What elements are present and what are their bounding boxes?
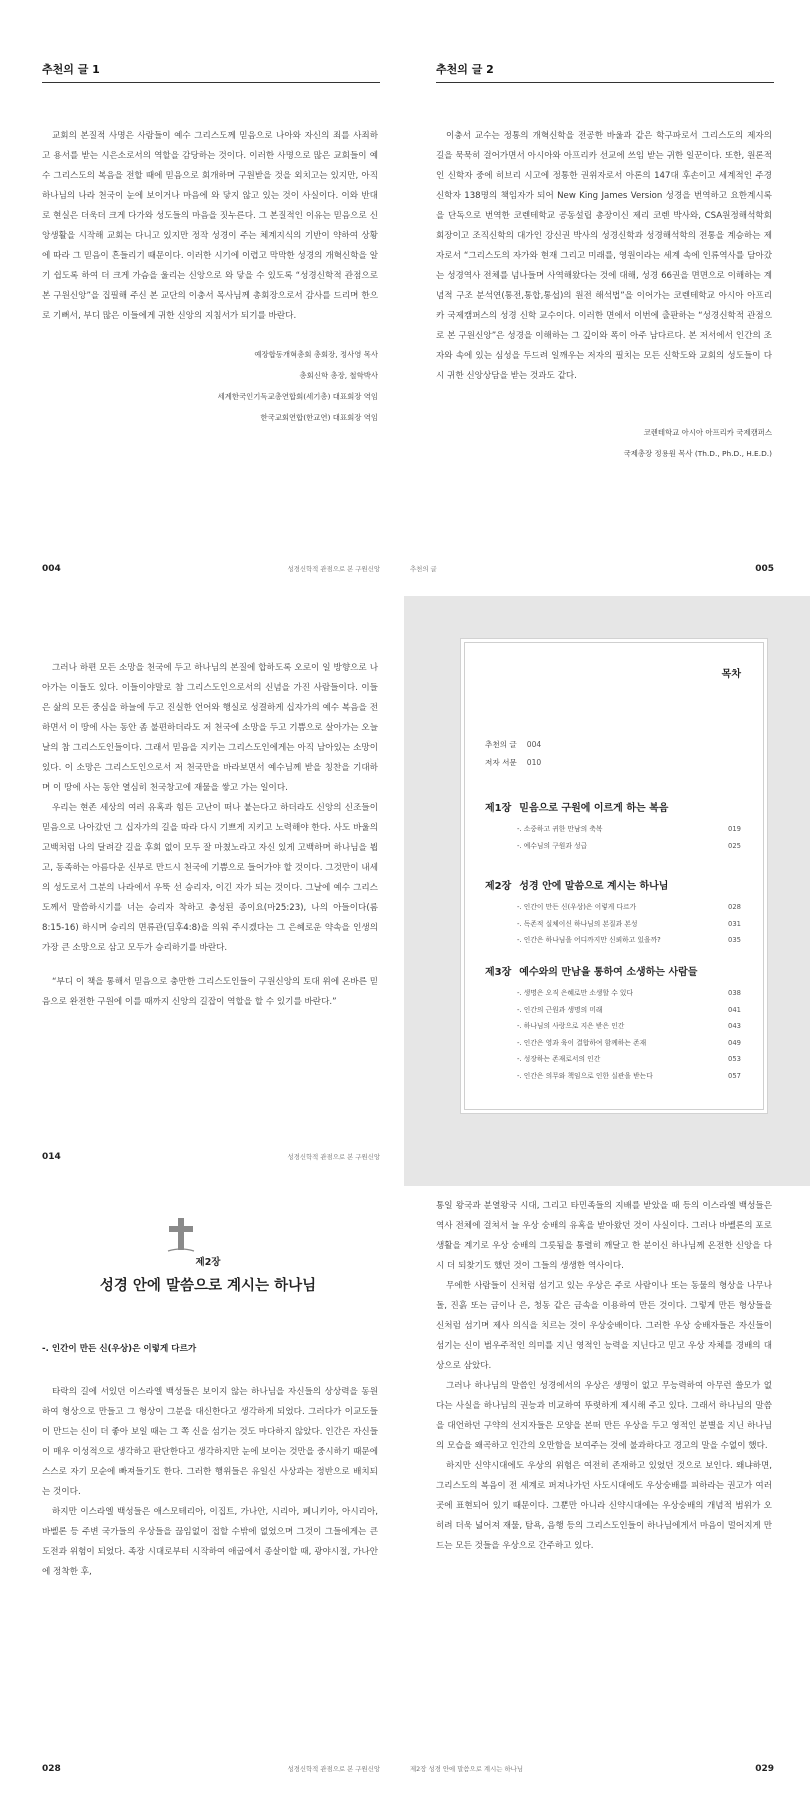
signature-line: 예장합동개혁총회 총회장, 정사영 목사: [254, 350, 378, 359]
toc-item-page: 053: [728, 1055, 741, 1063]
toc-entry-label: 저자 서문: [485, 758, 517, 767]
toc-item-page: 043: [728, 1022, 741, 1030]
body-text: [42, 1382, 378, 1582]
toc-item-label: -. 하나님의 사랑으로 지은 받은 인간: [517, 1022, 625, 1030]
toc-item-label: -. 인간은 의무와 책임으로 인한 실관을 받는다: [517, 1071, 653, 1080]
paragraph: 통일 왕국과 분열왕국 시대, 그리고 타민족들의 지배를 받았을 때 등의 이스라엘 백성들은 역사 전체에 걸쳐서 늘 우상 숭배의 유혹을 받아왔던 것이 사실이다. 그러나 바벨론의 포로생활을 계기로 우상 숭배의 그릇됨을 통렬히 깨달고 한 분이신 하나님께 온전한 신앙을 다시 더 되찾기도 했던 것이 그들의 생생한 역사이다.: [436, 1201, 772, 1271]
toc-item-label: -. 인간은 하나님을 어디까지만 신뢰하고 있을까?: [517, 936, 661, 944]
signature-line: 총회신학 총장, 철학박사: [299, 371, 378, 380]
page-chapter-2-continued: [410, 1196, 794, 1794]
signature-line: 국제총장 정용원 목사 (Th.D., Ph.D., H.E.D.): [623, 449, 772, 458]
toc-item-label: -. 독존적 실체이신 하나님의 본질과 본성: [517, 919, 638, 928]
running-header: [42, 58, 380, 83]
paragraph: 하지만 이스라엘 백성들은 애스모테리아, 이집트, 가나안, 시리아, 페니키아, 아시리아, 바벨론 등 주변 국가들의 우상들을 끊임없이 접할 수밖에 없었으며 그것이 그들에게는 큰 도전과 위험이 되었다. 족장 시대로부터 시작하여 애굽에서 종살이할 때, 광야시절, 가나안에 정착한 후,: [42, 1507, 378, 1577]
body-text: [42, 126, 378, 326]
toc-item[interactable]: [517, 1051, 741, 1068]
page-number: 029: [755, 1764, 774, 1774]
toc-entry-page: 010: [526, 758, 542, 767]
signature-line: 한국교회연합(한교연) 대표회장 역임: [260, 413, 378, 422]
running-footer: 제2장 성경 안에 말씀으로 계시는 하나님: [410, 1765, 523, 1773]
page-preface-end: [16, 596, 400, 1182]
paragraph: 우리는 현존 세상의 여러 유혹과 힘든 고난이 떠나 붙는다고 하더라도 신앙의 신조들이 믿음으로 나아갔던 그 십자가의 길을 따라 다시 기쁘게 지키고 노력해야 한다. 사도 바울의 고백처럼 나의 달려갈 길을 후회 없이 모두 잘 마쳤노라고 자신 있게 고백하며 하나님을 뵙고, 동족하는 아름다운 신부로 만드시 천국에 기쁨으로 들어가야 할 것이다. 그것만이 내세의 성도로서 그분의 나라에서 우뚝 선 승리자, 이긴 자가 되는 것이다. 그날에 예수 그리스도께서 말씀하시기를 너는 승리자 착하고 충성된 종이요(마25:23), 나의 아들이다(롬8:15-16) 하시며 승리의 면류관(딤후4:8)을 의워 주시겠다는 그 은혜로운 약속을 인생의 가장 큰 소망으로 삼고 모두가 승리하기를 바란다.: [42, 803, 378, 953]
toc-item[interactable]: [517, 1035, 741, 1052]
header-title: 추천의 글 1: [42, 63, 100, 76]
toc-title: 목차: [721, 669, 741, 680]
toc-chapter-2[interactable]: [485, 877, 749, 892]
paragraph: 교회의 본질적 사명은 사람들이 예수 그리스도께 믿음으로 나아와 자신의 죄를 사죄하고 용서를 받는 시은소로서의 역할을 감당하는 것이다. 이러한 사명으로 많은 교회들이 예수 그리스도의 복음을 전할 때에 믿음으로 회개하며 구원받을 것을 외치고는 있지만, 아직 하나님의 나라 천국이 눈에 보이거나 마음에 와 닿지 않고 있는 것이 사실이다. 이와 반대로 현실은 더욱더 크게 다가와 성도들의 마음을 짓누른다. 그 본질적인 이유는 믿음으로 신앙생활을 시작해 교회는 다니고 있지만 정작 성경이 주는 체계지식의 기반이 약하여 상황에 따라 그 믿음이 흔들리기 때문이다. 이러한 시기에 이렵고 막막한 성경의 개혁신학을 알기 쉽도록 하여 더 크게 가슴을 울리는 신앙으로 와 닿을 수 있도록 “성경신학적 관점으로 본 구원신앙”을 집필해 주신 본 교단의 이충서 목사님께 총회장으로서 감사를 드리며 한으로 기뻐서, 부디 많은 이들에게 귀한 신앙의 지침서가 되기를 바란다.: [42, 131, 378, 321]
toc-entry[interactable]: [485, 757, 541, 768]
chapter-title: 성경 안에 말씀으로 계시는 하나님: [99, 1278, 317, 1294]
running-footer: 성경신학적 관점으로 본 구원신앙: [287, 1765, 380, 1773]
paragraph: “부디 이 책을 통해서 믿음으로 충만한 그리스도인들이 구원신앙의 토대 위에 온바른 믿음으로 완전한 구원에 이를 때까지 신앙의 길잡이 역할을 할 수 있기를 바란다.”: [42, 977, 378, 1007]
body-text: [436, 1196, 772, 1556]
chapter-number: 제2장: [485, 881, 512, 892]
toc-entry-label: 추천의 글: [485, 740, 517, 749]
paragraph: 이충서 교수는 정통의 개혁신학을 전공한 바울과 같은 학구파로서 그리스도의 제자의 길을 묵묵히 걸어가면서 아시아와 아프리카 선교에 쓰임 받는 귀한 일꾼이다. 또한, 원론적인 신학자 중에 히브리 시고에 정통한 권위자로서 아론의 147대 후손이고 세계적인 주경신학자 138명의 책임자가 되어 New King James Version 성경을 번역하고 요한계시록을 단독으로 번역한 코렌테학교 공동설립 총장이신 제리 코렌 박사와, CSA원정해석학회 회장이고 조직신학의 대가인 강신권 박사의 성경신학과 성경해석학의 전통을 계승하는 제자로서 “그리스도의 자가와 현재 그리고 미래를, 영원이라는 세계 속에 인류역사를 담아갔는 성경역사 전체를 넘나들며 사역해왔다는 것에 대해, 성경 66권을 면면으로 이해하는 계념적 구조 분석연(통전,통합,통섭)의 원전 해석법”을 이어가는 코렌테학교 아시아 아프리카 국제캠퍼스의 성경 신학 교수이다. 이러한 면에서 이번에 출판하는 “성경신학적 관점으로 본 구원신앙”은 성경을 이해하는 그 깊이와 폭이 아주 남다르다. 본 저서에서 인간의 조자와 속에 있는 심성을 두드려 일깨우는 저자의 필치는 모든 신학도와 교회의 성도들이 다시 귀한 신앙상담을 받는 것과도 같다.: [436, 131, 772, 381]
toc-item-page: 057: [728, 1071, 741, 1080]
page-number: 004: [42, 564, 61, 574]
toc-item-label: -. 소중하고 귀한 만남의 축복: [517, 825, 603, 833]
toc-item[interactable]: [517, 821, 741, 838]
header-title: 추천의 글 2: [436, 63, 494, 76]
toc-entry-page: 004: [526, 740, 542, 749]
running-header: [436, 58, 774, 83]
running-footer: 추천의 글: [410, 565, 437, 573]
paragraph: 무에한 사람들이 신처럼 섬기고 있는 우상은 주로 사람이나 또는 동물의 형상을 나무나 돌, 진흙 또는 금이나 은, 청동 같은 금속을 이용하여 만든 것이다. 그렇게 만든 형상들을 신처럼 섬기며 제사 의식을 치르는 것이 우상숭배이다. 그러한 우상 숭배자들은 자신들이 섬기는 신이 범우주적인 의미를 지닌 영적인 능력을 지닌다고 믿고 우상 자체를 경배의 대상으로 삼았다.: [436, 1281, 772, 1371]
toc-item-label: -. 인간이 만든 신(우상)은 이렇게 다르가: [517, 903, 637, 911]
page-number: 014: [42, 1152, 61, 1162]
toc-chapter-1-items: [517, 821, 741, 854]
toc-item-page: 038: [728, 989, 741, 997]
toc-item-page: 031: [728, 919, 741, 928]
body-text: [42, 658, 378, 1012]
signature-line: 세계한국인기독교총연합회(세기총) 대표회장 역임: [217, 392, 378, 401]
toc-item-label: -. 인간의 근원과 생명의 미래: [517, 1005, 603, 1014]
page-number: 005: [755, 564, 774, 574]
toc-item[interactable]: [517, 1018, 741, 1035]
signature-line: 코렌테학교 아시아 아프리카 국제캠퍼스: [643, 428, 772, 437]
paragraph: 그러나 하편 모든 소망을 천국에 두고 하나님의 본질에 합하도록 오로이 일 방향으로 나아가는 이들도 있다. 이들이야말로 참 그리스도인으로서의 신념을 가진 사람들이다. 이들은 삶의 모든 중심을 하늘에 두고 진실한 언어와 행실로 성결하게 십자가의 예수 복음을 전하면서 이 땅에 사는 동안 좀 불편하더라도 저 천국에 소망을 두고 기쁨으로 살아가는 오늘날의 참 그리스도인들이다. 그래서 믿음을 지키는 그리스도인에게는 아직 남아있는 소망이 있다. 이 소망은 그리스도인으로서 저 천국만을 바라보면서 예수님께 받을 칭찬을 기대하며 이 땅에 사는 동안 열심히 천국창고에 재물을 쌓고 가는 일이다.: [42, 663, 378, 793]
toc-item-page: 041: [728, 1005, 741, 1014]
toc-chapter-2-items: [517, 899, 741, 949]
toc-chapter-3[interactable]: [485, 963, 749, 978]
signature-block: [218, 344, 378, 428]
toc-item-label: -. 생명은 오직 은혜로만 소생할 수 있다: [517, 989, 634, 997]
toc-item[interactable]: [517, 932, 741, 949]
toc-item-label: -. 성장하는 존재로서의 인간: [517, 1055, 601, 1063]
page-chapter-2-opener: [16, 1196, 400, 1794]
toc-item-page: 025: [728, 841, 741, 850]
toc-item-page: 028: [728, 903, 741, 911]
page-recommendation-1: [16, 8, 400, 594]
chapter-number: 제1장: [485, 803, 512, 814]
chapter-title: 성경 안에 말씀으로 계시는 하나님: [519, 881, 669, 892]
toc-item[interactable]: [517, 838, 741, 855]
chapter-number: 제3장: [485, 967, 512, 978]
toc-item-page: 049: [728, 1038, 741, 1047]
toc-item-page: 035: [728, 936, 741, 944]
section-heading: -. 인간이 만든 신(우상)은 이렇게 다르가: [42, 1344, 197, 1354]
body-text: [436, 126, 772, 386]
toc-entry[interactable]: [485, 739, 541, 750]
paragraph: 타락의 길에 서있던 이스라엘 백성들은 보이지 않는 하나님을 자신들의 상상력을 동원하여 형상으로 만들고 그 형상이 그분을 대신한다고 생각하게 되었다. 그러다가 이교도들이 만드는 신이 더 좋아 보일 때는 그 쪽 신을 섬기는 것도 마다하지 않았다. 인간은 자신들이 매우 이성적으로 생각하고 판단한다고 생각하지만 눈에 보이는 것만을 중시하기 때문에 스스로 자기 모순에 빠져들기도 한다. 그러한 행위들은 유일신 사상과는 정반으로 배치되는 것이다.: [42, 1387, 378, 1497]
paragraph: 하지만 신약시대에도 우상의 위험은 여전히 존재하고 있었던 것으로 보인다. 왜냐하면, 그리스도의 복음이 전 세계로 퍼져나가던 사도시대에도 우상숭배를 피하라는 권고가 여러 곳에 표현되어 있기 때문이다. 그뿐만 아니라 신약시대에는 우상숭배의 개념적 범위가 오히려 더욱 넓어져 재물, 탐욕, 음행 등의 그리스도인들이 하나님에게서 마음이 멀어지게 만드는 모든 것들을 우상으로 간주하고 있다.: [436, 1461, 772, 1551]
toc-item[interactable]: [517, 916, 741, 933]
toc-item[interactable]: [517, 985, 741, 1002]
paragraph: 그러나 하나님의 말씀인 성경에서의 우상은 생명이 없고 무능력하여 아무런 쓸모가 없다는 사실을 하나님의 권능과 비교하여 뚜렷하게 제시해 주고 있다. 그래서 하나님의 말씀을 대언하던 구약의 선지자들은 모양을 본떠 만든 우상을 두고 영적인 분별을 지닌 하나님의 모습을 왜곡하고 인간의 오만함을 보여주는 것에 불과하다고 경고의 말을 수없이 했다.: [436, 1381, 772, 1451]
page-recommendation-2: [410, 8, 794, 594]
toc-chapter-1[interactable]: [485, 799, 749, 814]
cross-icon: [166, 1218, 196, 1252]
toc-item-page: 019: [728, 825, 741, 833]
page-number: 028: [42, 1764, 61, 1774]
page-table-of-contents: [404, 596, 810, 1186]
toc-item-label: -. 예수님의 구원과 성급: [517, 841, 588, 850]
toc-item[interactable]: [517, 1068, 741, 1085]
running-footer: 성경신학적 관점으로 본 구원신앙: [287, 1153, 380, 1161]
toc-item-label: -. 인간은 영과 육이 결합하여 함께하는 존재: [517, 1038, 647, 1047]
toc-item[interactable]: [517, 1002, 741, 1019]
toc-chapter-3-items: [517, 985, 741, 1084]
running-footer: 성경신학적 관점으로 본 구원신앙: [287, 565, 380, 573]
signature-block: [624, 422, 772, 464]
chapter-title: 믿음으로 구원에 이르게 하는 복음: [519, 803, 669, 814]
chapter-label: 제2장: [195, 1257, 221, 1268]
toc-frame: [464, 642, 764, 1110]
toc-item[interactable]: [517, 899, 741, 916]
chapter-title: 예수와의 만남을 통하여 소생하는 사람들: [519, 967, 698, 978]
